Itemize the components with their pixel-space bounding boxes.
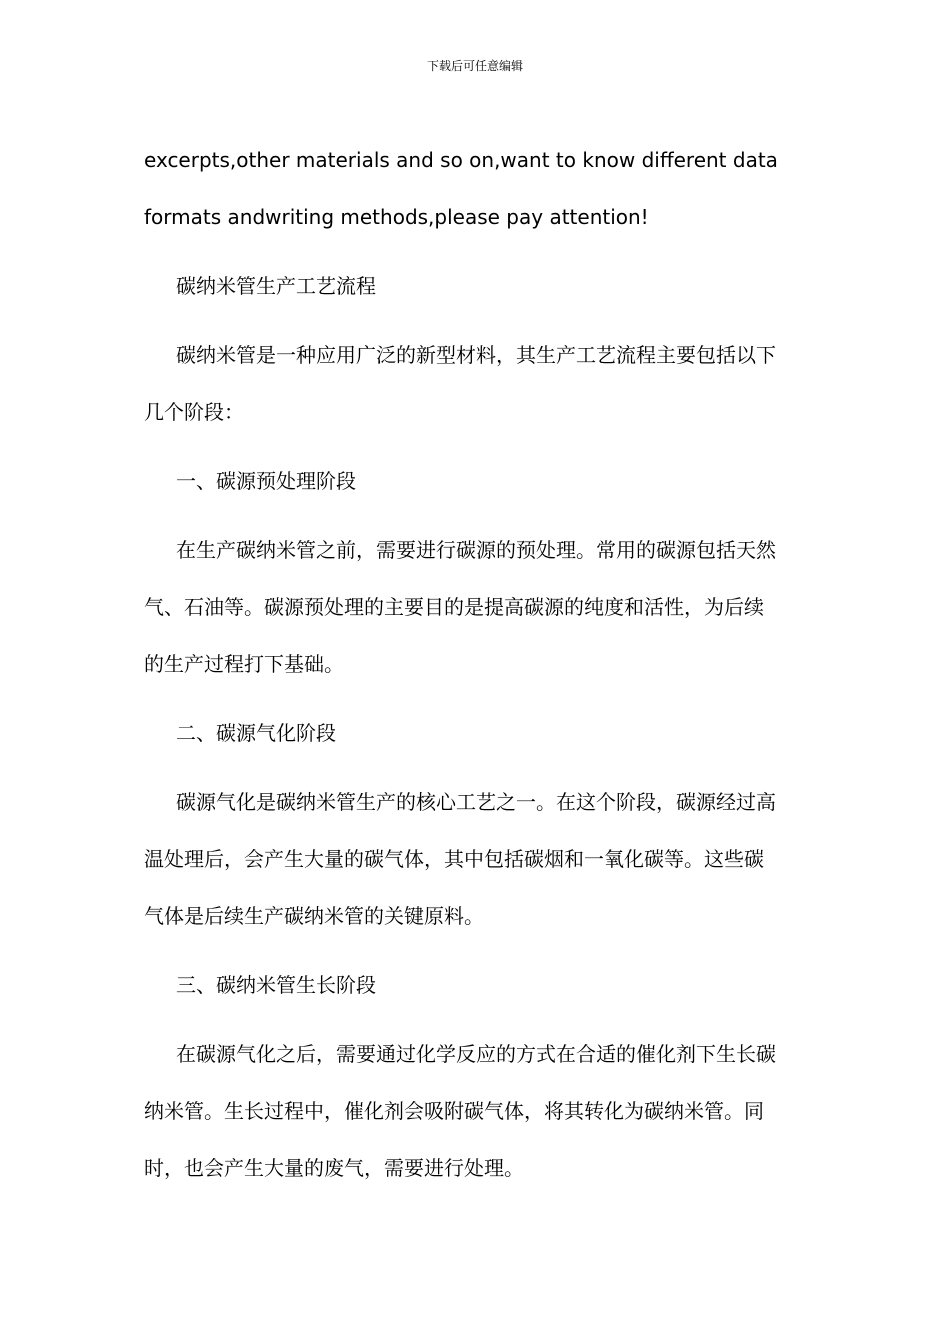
paragraph-line: 几个阶段： [144, 400, 244, 424]
section-heading-text: 一、碳源预处理阶段 [176, 469, 356, 493]
page-header-note: 下载后可任意编辑 [426, 59, 523, 73]
section-paragraph [144, 774, 804, 945]
paragraph-line: 在碳源气化之后，需要通过化学反应的方式在合适的催化剂下生长碳 [176, 1042, 776, 1066]
section-heading-text: 三、碳纳米管生长阶段 [176, 973, 376, 997]
document-title [144, 258, 804, 315]
intro-line: excerpts,other materials and so on,want to know different data [144, 148, 778, 172]
paragraph-line: 的生产过程打下基础。 [144, 652, 344, 676]
paragraph-line: 温处理后，会产生大量的碳气体，其中包括碳烟和一氧化碳等。这些碳 [144, 847, 764, 871]
intro-paragraph [144, 132, 804, 246]
document-body [144, 132, 804, 1197]
paragraph-line: 在生产碳纳米管之前，需要进行碳源的预处理。常用的碳源包括天然 [176, 538, 776, 562]
section-heading [144, 453, 804, 510]
section-paragraph [144, 522, 804, 693]
paragraph-line: 气体是后续生产碳纳米管的关键原料。 [144, 904, 484, 928]
section-heading-text: 二、碳源气化阶段 [176, 721, 336, 745]
section-heading [144, 705, 804, 762]
intro-line: formats andwriting methods,please pay attention! [144, 205, 649, 229]
paragraph-line: 碳源气化是碳纳米管生产的核心工艺之一。在这个阶段，碳源经过高 [176, 790, 776, 814]
section-heading [144, 957, 804, 1014]
overview-paragraph [144, 327, 804, 441]
paragraph-line: 碳纳米管是一种应用广泛的新型材料，其生产工艺流程主要包括以下 [176, 343, 776, 367]
section-paragraph [144, 1026, 804, 1197]
title-text: 碳纳米管生产工艺流程 [176, 274, 376, 298]
paragraph-line: 纳米管。生长过程中，催化剂会吸附碳气体，将其转化为碳纳米管。同 [144, 1099, 764, 1123]
paragraph-line: 气、石油等。碳源预处理的主要目的是提高碳源的纯度和活性，为后续 [144, 595, 764, 619]
paragraph-line: 时，也会产生大量的废气，需要进行处理。 [144, 1156, 524, 1180]
